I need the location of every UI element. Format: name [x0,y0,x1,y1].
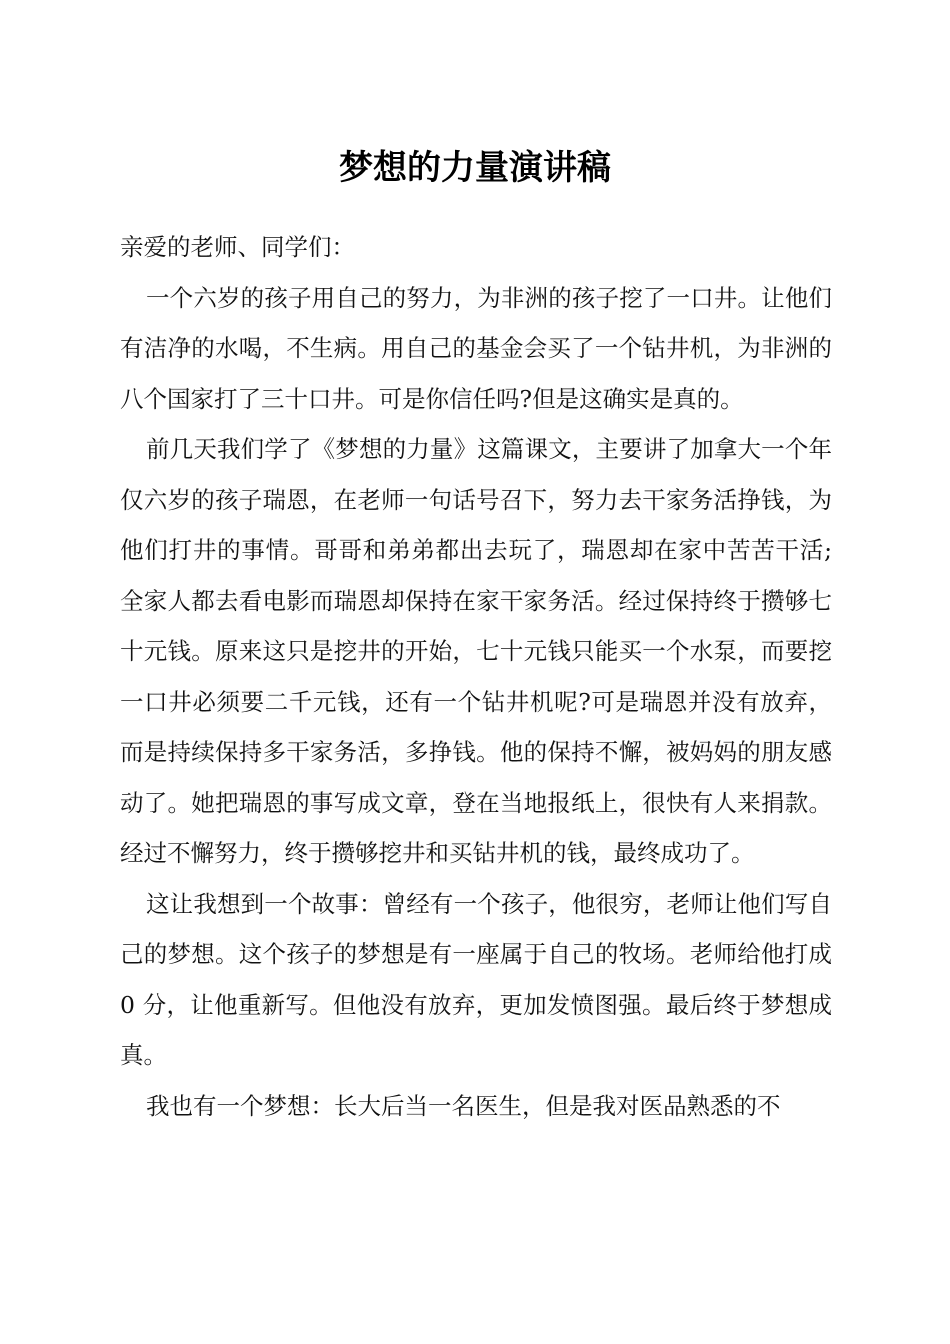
document-body [120,222,832,1131]
document-title: 梦想的力量演讲稿 [339,148,611,188]
paragraph-4: 我也有一个梦想：长大后当一名医生，但是我对医品熟悉的不 [146,1091,781,1120]
paragraph-3: 这让我想到一个故事：曾经有一个孩子，他很穷，老师让他们写自己的梦想。这个孩子的梦想是有一座属于自己的牧场。老师给他打成0 分，让他重新写。但他没有放弃，更加发愤图强。最后终于梦想成真。 [120,889,832,1069]
salutation: 亲爱的老师、同学们： [120,233,355,261]
paragraph-2: 前几天我们学了《梦想的力量》这篇课文，主要讲了加拿大一个年仅六岁的孩子瑞恩，在老师一句话号召下，努力去干家务活挣钱，为他们打井的事情。哥哥和弟弟都出去玩了，瑞恩却在家中苦苦干活;全家人都去看电影而瑞恩却保持在家干家务活。经过保持终于攒够七十元钱。原来这只是挖井的开始，七十元钱只能买一个水泵，而要挖一口井必须要二千元钱，还有一个钻井机呢?可是瑞恩并没有放弃，而是持续保持多干家务活，多挣钱。他的保持不懈，被妈妈的朋友感动了。她把瑞恩的事写成文章，登在当地报纸上，很快有人来捐款。经过不懈努力，终于攒够挖井和买钻井机的钱，最终成功了。 [120,435,832,867]
paragraph-1: 一个六岁的孩子用自己的努力，为非洲的孩子挖了一口井。让他们有洁净的水喝，不生病。用自己的基金会买了一个钻井机，为非洲的八个国家打了三十口井。可是你信任吗?但是这确实是真的。 [120,283,832,413]
